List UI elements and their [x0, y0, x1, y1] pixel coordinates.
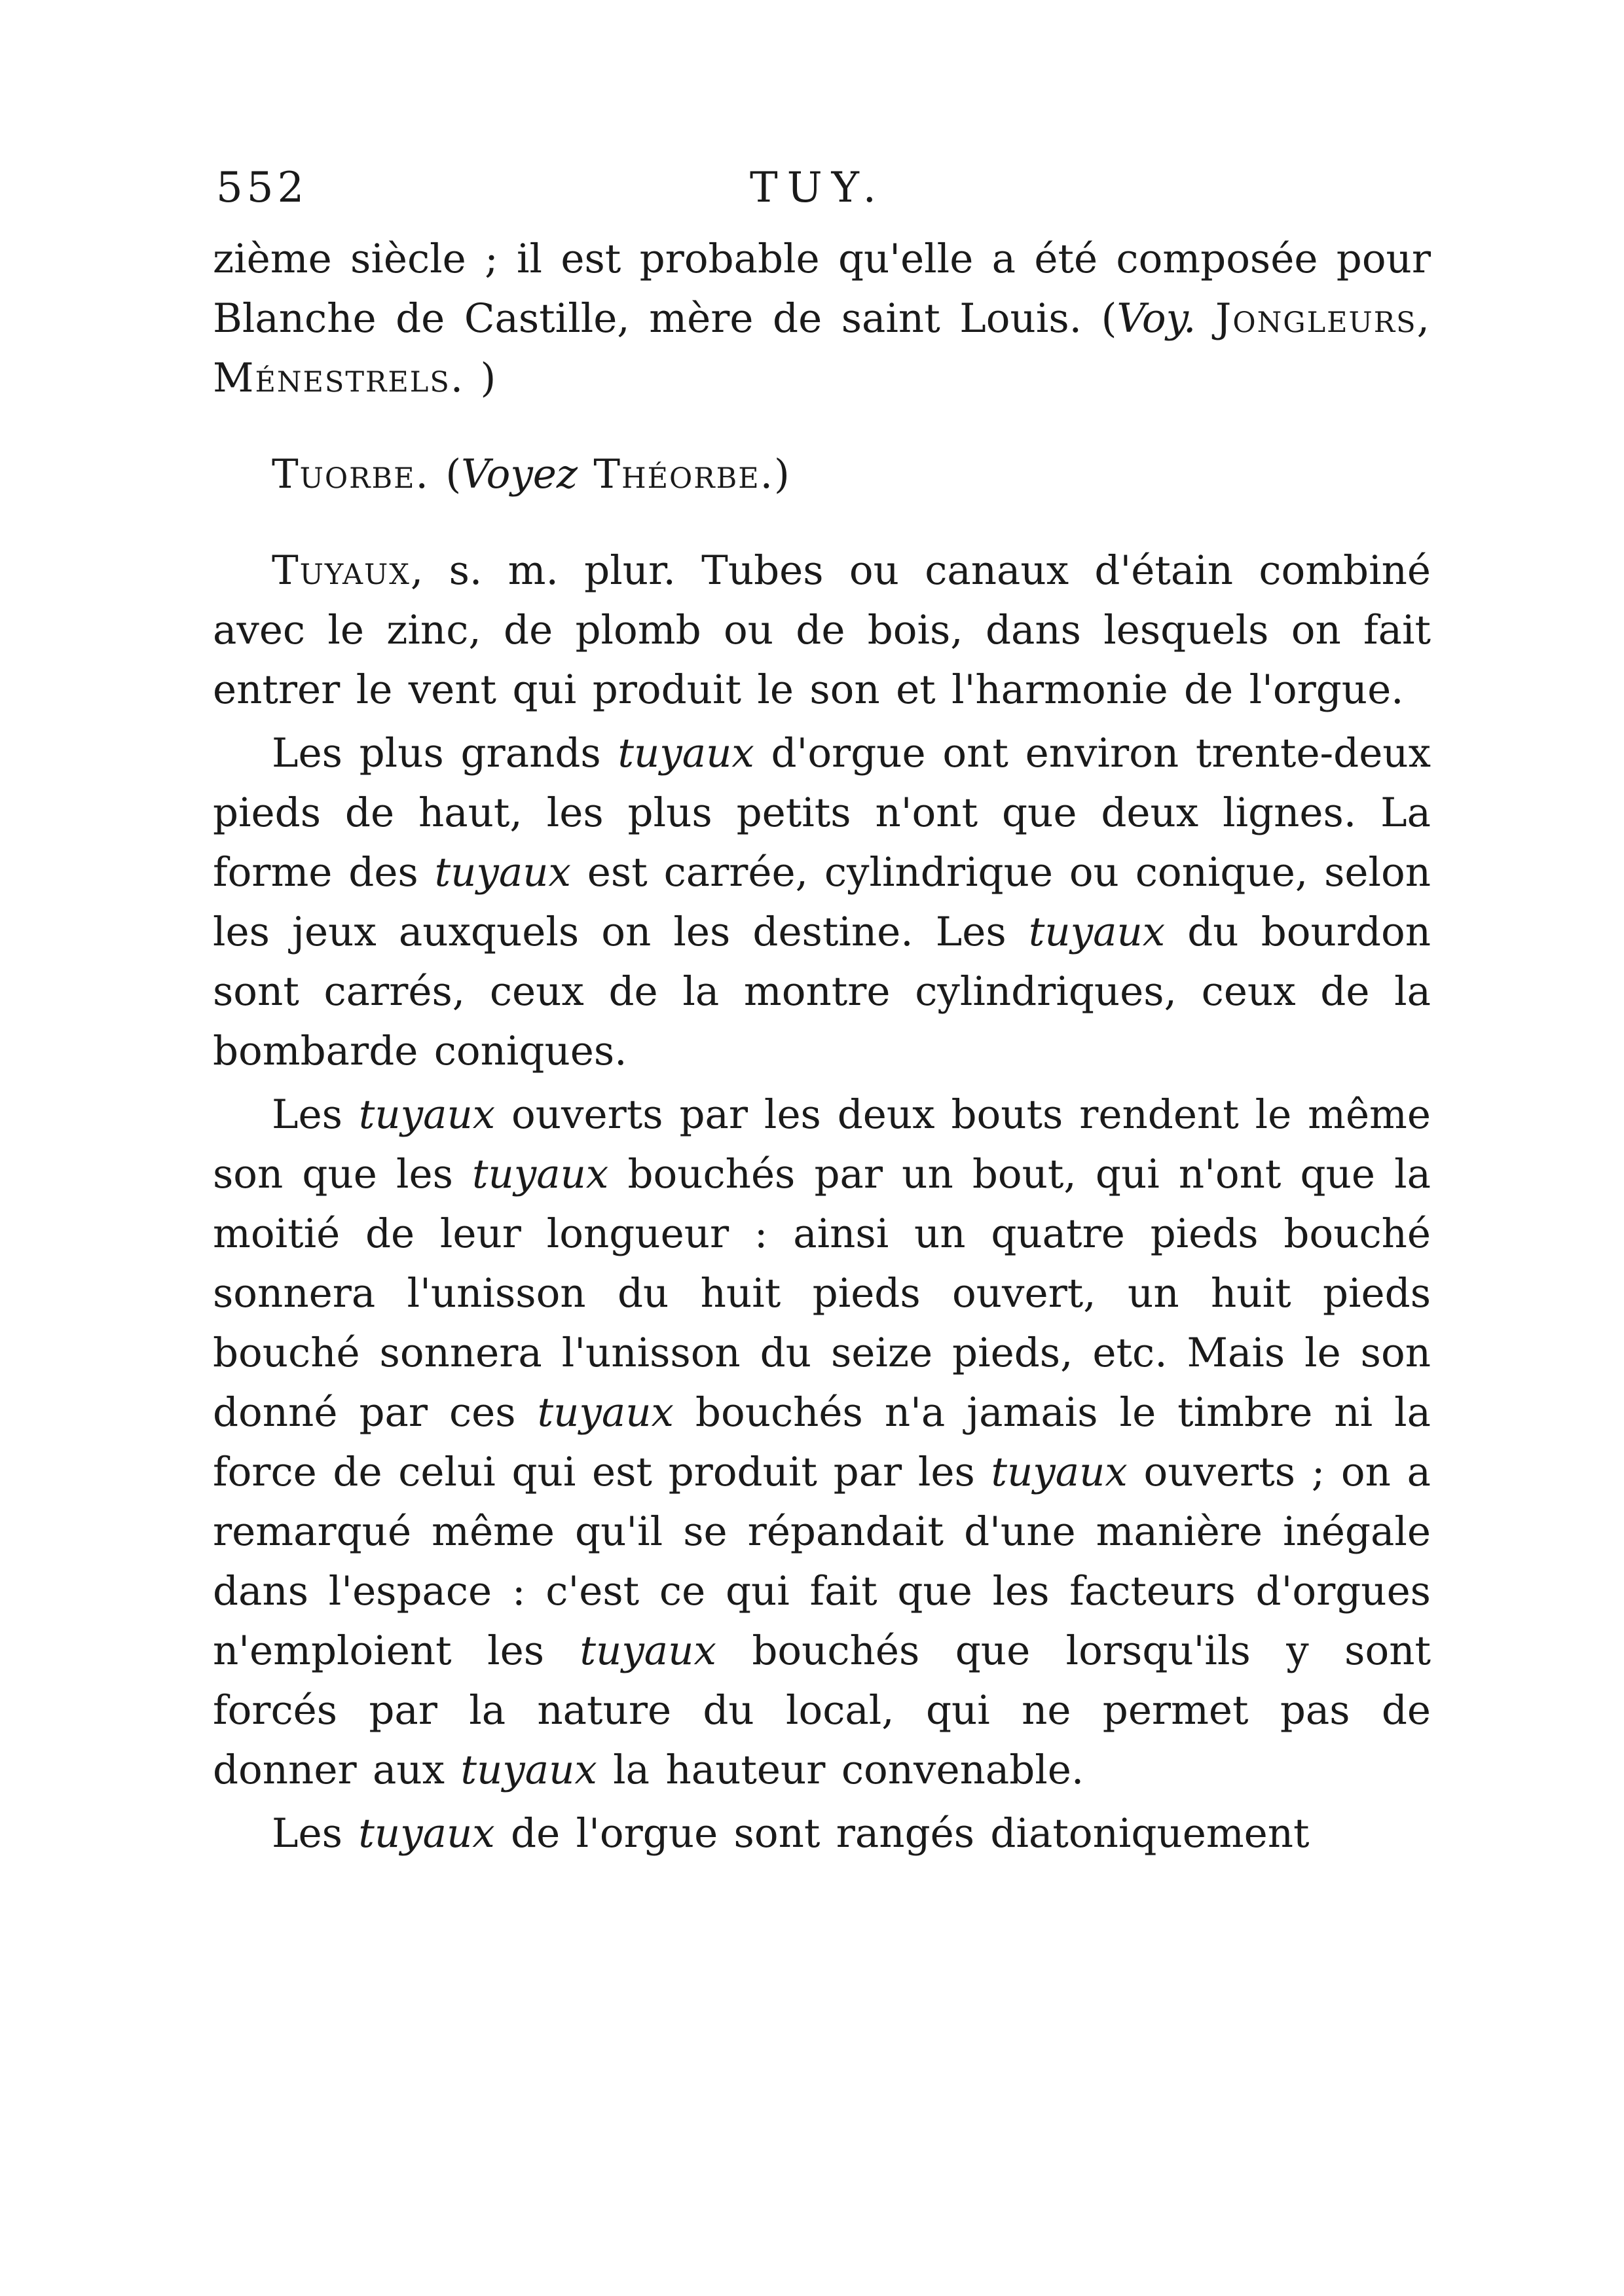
text-run: Les plus grands: [272, 730, 618, 776]
page-number: 552: [216, 164, 308, 212]
paragraph: [213, 1085, 1431, 1800]
italic-run: Voyez: [461, 451, 578, 498]
entry-tuorbe: [213, 445, 1431, 504]
text-run: Les: [272, 1091, 359, 1138]
cross-reference: Jongleurs, Ménestrels.: [213, 295, 1431, 401]
text-run: la hauteur convenable.: [597, 1747, 1084, 1793]
text-run: Les: [272, 1810, 359, 1857]
text-run: ouverts par les deux bouts rendent le même son que les: [213, 1091, 1431, 1197]
entry-term: Tuorbe.: [272, 451, 430, 498]
text-run: du bourdon sont carrés, ceux de la montre cylindriques, ceux de la bombarde coniques.: [213, 909, 1431, 1074]
text-run: de l'orgue sont rangés diatoniquement: [494, 1810, 1310, 1857]
running-title: TUY.: [750, 164, 885, 212]
page: [213, 164, 1431, 1863]
entry-term: Tuyaux: [272, 547, 411, 594]
text-run: (: [429, 451, 462, 498]
italic-run: tuyaux: [434, 849, 571, 896]
text-run: ): [464, 355, 496, 401]
running-head: [213, 164, 1431, 229]
cross-reference: Théorbe.: [593, 451, 775, 498]
italic-run: tuyaux: [537, 1389, 674, 1436]
text-run: ): [774, 451, 790, 498]
italic-run: tuyaux: [1028, 909, 1166, 955]
text-run: , s. m. plur. Tubes ou canaux d'étain combiné avec le zinc, de plomb ou de bois, dans lesquels on fait entrer le vent qui produit le son et l'harmonie de l'orgue.: [213, 547, 1431, 713]
text-run: bouchés par un bout, qui n'ont que la moitié de leur longueur : ainsi un quatre pieds bouché sonnera l'unisson du huit pieds ouvert, un huit pieds bouché sonnera l'unisson du seize pieds, etc. Mais le son donné par ces: [213, 1151, 1431, 1436]
text-run: bouchés n'a jamais le timbre ni la force de celui qui est produit par les: [213, 1389, 1431, 1495]
italic-run: tuyaux: [460, 1747, 597, 1793]
paragraph: [213, 723, 1431, 1081]
entry-tuyaux: [213, 541, 1431, 720]
italic-run: tuyaux: [580, 1628, 716, 1674]
italic-run: tuyaux: [358, 1810, 495, 1857]
italic-run: tuyaux: [358, 1091, 496, 1138]
text-run: d'orgue ont environ trente-deux pieds de haut, les plus petits n'ont que deux lignes. La forme des: [213, 730, 1431, 896]
italic-run: tuyaux: [472, 1151, 609, 1197]
italic-run: Voy.: [1116, 295, 1196, 342]
text-run: bouchés que lorsqu'ils y sont forcés par la nature du local, qui ne permet pas de donner aux: [213, 1628, 1431, 1793]
text-run: ouverts ; on a remarqué même qu'il se répandait d'une manière inégale dans l'espace : c'est ce qui fait que les facteurs d'orgues n'emploient les: [213, 1449, 1431, 1674]
paragraph: [213, 1804, 1431, 1863]
italic-run: tuyaux: [991, 1449, 1128, 1495]
paragraph-continuation: [213, 229, 1431, 408]
text-run: est carrée, cylindrique ou conique, selon les jeux auxquels on les destine. Les: [213, 849, 1431, 955]
body-text: [213, 229, 1431, 1863]
italic-run: tuyaux: [618, 730, 754, 776]
text-run: zième siècle ; il est probable qu'elle a été composée pour Blanche de Castille, mère de saint Louis. (: [213, 236, 1431, 342]
